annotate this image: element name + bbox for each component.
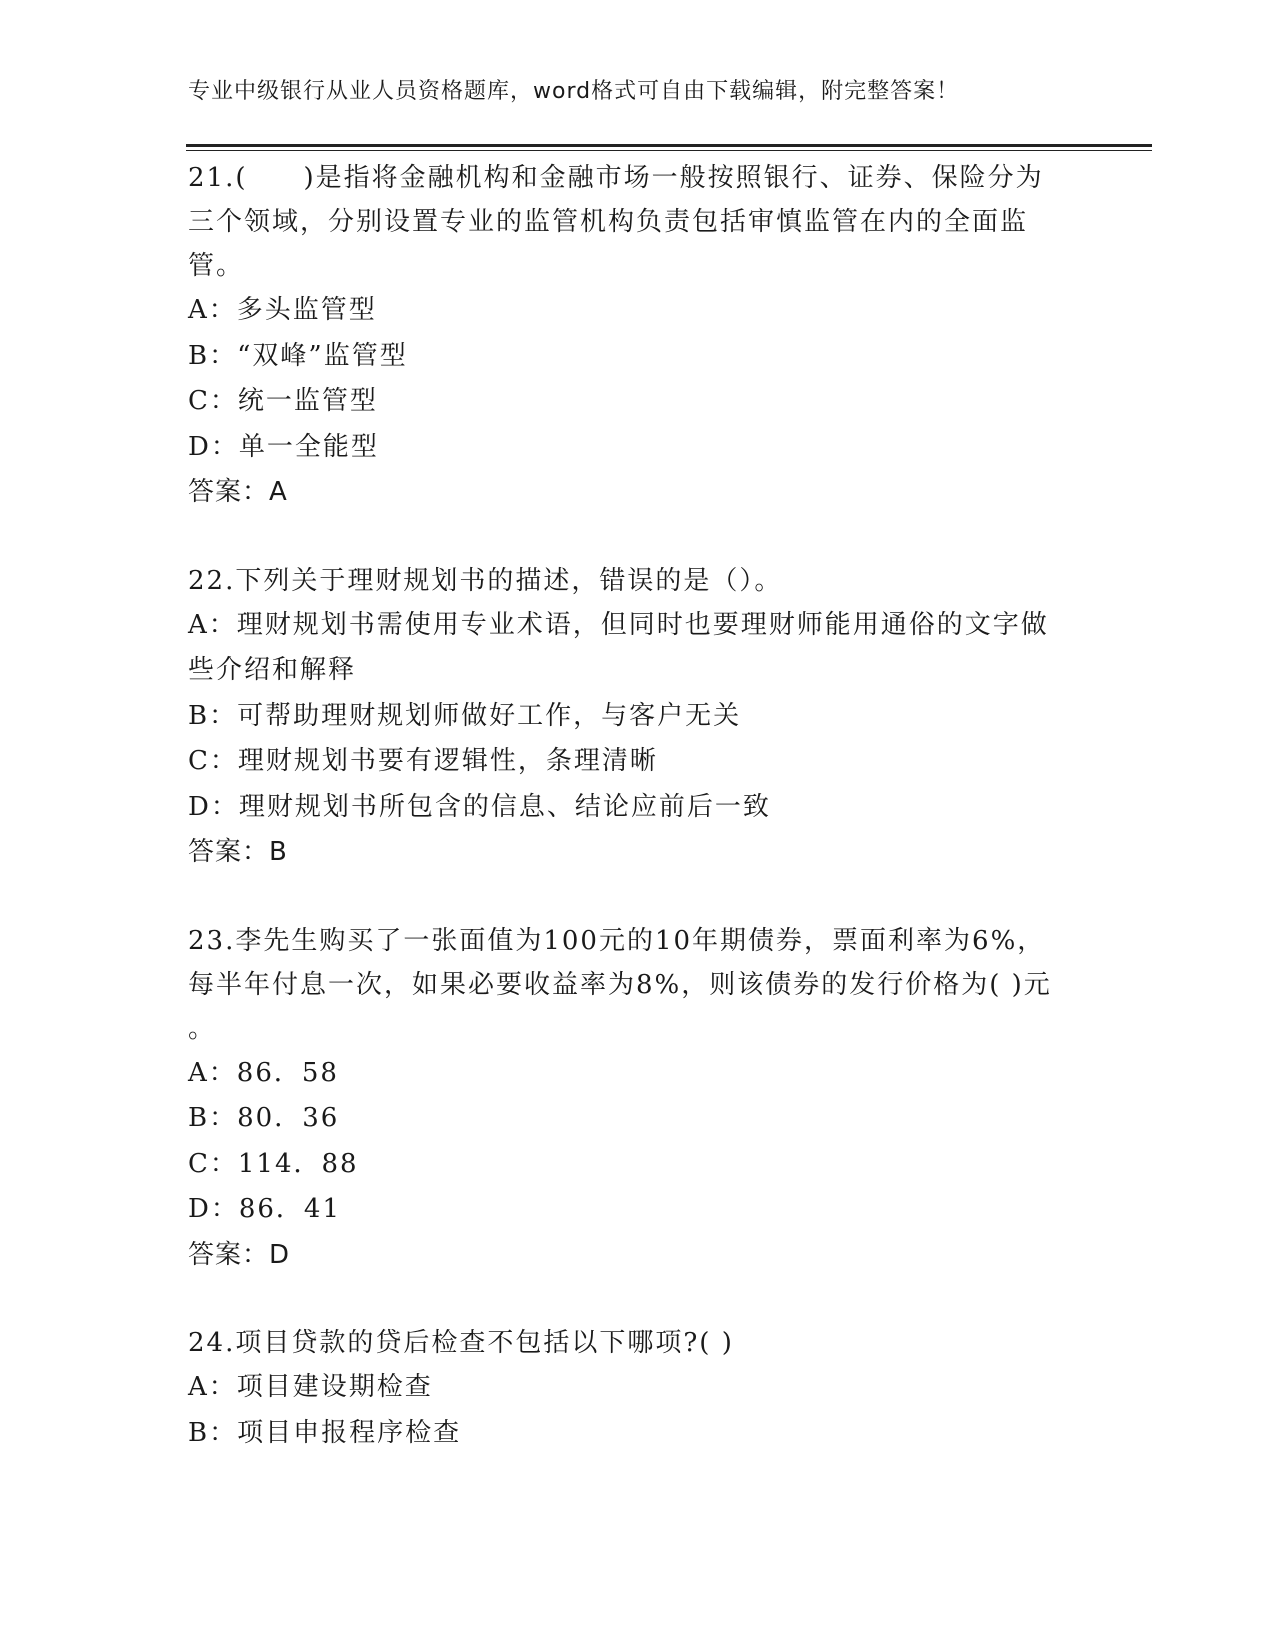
answer-option: B：可帮助理财规划师做好工作，与客户无关 [188, 700, 742, 731]
question-23 [188, 919, 1088, 1279]
document-header: 专业中级银行从业人员资格题库，word格式可自由下载编辑，附完整答案！ [188, 79, 960, 104]
header-rule-thin [186, 150, 1152, 151]
answer-option: C：114．88 [188, 1148, 359, 1179]
question-stem-line: 。 [188, 1013, 217, 1044]
answer-option: A：多头监管型 [188, 295, 377, 325]
correct-answer: 答案：A [188, 477, 288, 507]
question-21 [188, 156, 1088, 516]
question-stem-line: 21.( )是指将金融机构和金融市场一般按照银行、证券、保险分为 [188, 163, 1044, 193]
question-stem-line: 每半年付息一次，如果必要收益率为8%，则该债券的发行价格为( )元 [188, 969, 1052, 1000]
answer-option: C：理财规划书要有逻辑性，条理清晰 [188, 746, 658, 776]
answer-option: A：86．58 [188, 1057, 339, 1088]
question-spacer [188, 1278, 1088, 1321]
answer-option: D：86．41 [188, 1194, 342, 1224]
answer-option: A：项目建设期检查 [188, 1372, 433, 1402]
answer-option: C：统一监管型 [188, 386, 378, 416]
question-stem-line: 23.李先生购买了一张面值为100元的10年期债券，票面利率为6%， [188, 925, 1046, 956]
correct-answer: 答案：B [188, 837, 288, 867]
question-24 [188, 1321, 1088, 1456]
question-spacer [188, 876, 1088, 919]
question-22 [188, 559, 1088, 876]
answer-option: D：单一全能型 [188, 431, 379, 462]
answer-option: B：“双峰”监管型 [188, 340, 408, 371]
question-spacer [188, 516, 1088, 559]
question-stem-line: 管。 [188, 251, 245, 281]
question-stem-line: 22.下列关于理财规划书的描述，错误的是（）。 [188, 565, 783, 596]
question-stem-line: 三个领域，分别设置专业的监管机构负责包括审慎监管在内的全面监 [188, 207, 1029, 237]
correct-answer: 答案：D [188, 1239, 291, 1270]
question-stem-line: 24.项目贷款的贷后检查不包括以下哪项?( ) [188, 1328, 734, 1358]
header-rule-thick [186, 144, 1152, 147]
answer-option: D：理财规划书所包含的信息、结论应前后一致 [188, 791, 771, 822]
answer-option: A：理财规划书需使用专业术语，但同时也要理财师能用通俗的文字做 [188, 609, 1049, 640]
answer-option: B：项目申报程序检查 [188, 1417, 462, 1448]
answer-option: B：80．36 [188, 1103, 340, 1133]
answer-option: 些介绍和解释 [188, 655, 357, 685]
question-list [188, 156, 1088, 1456]
